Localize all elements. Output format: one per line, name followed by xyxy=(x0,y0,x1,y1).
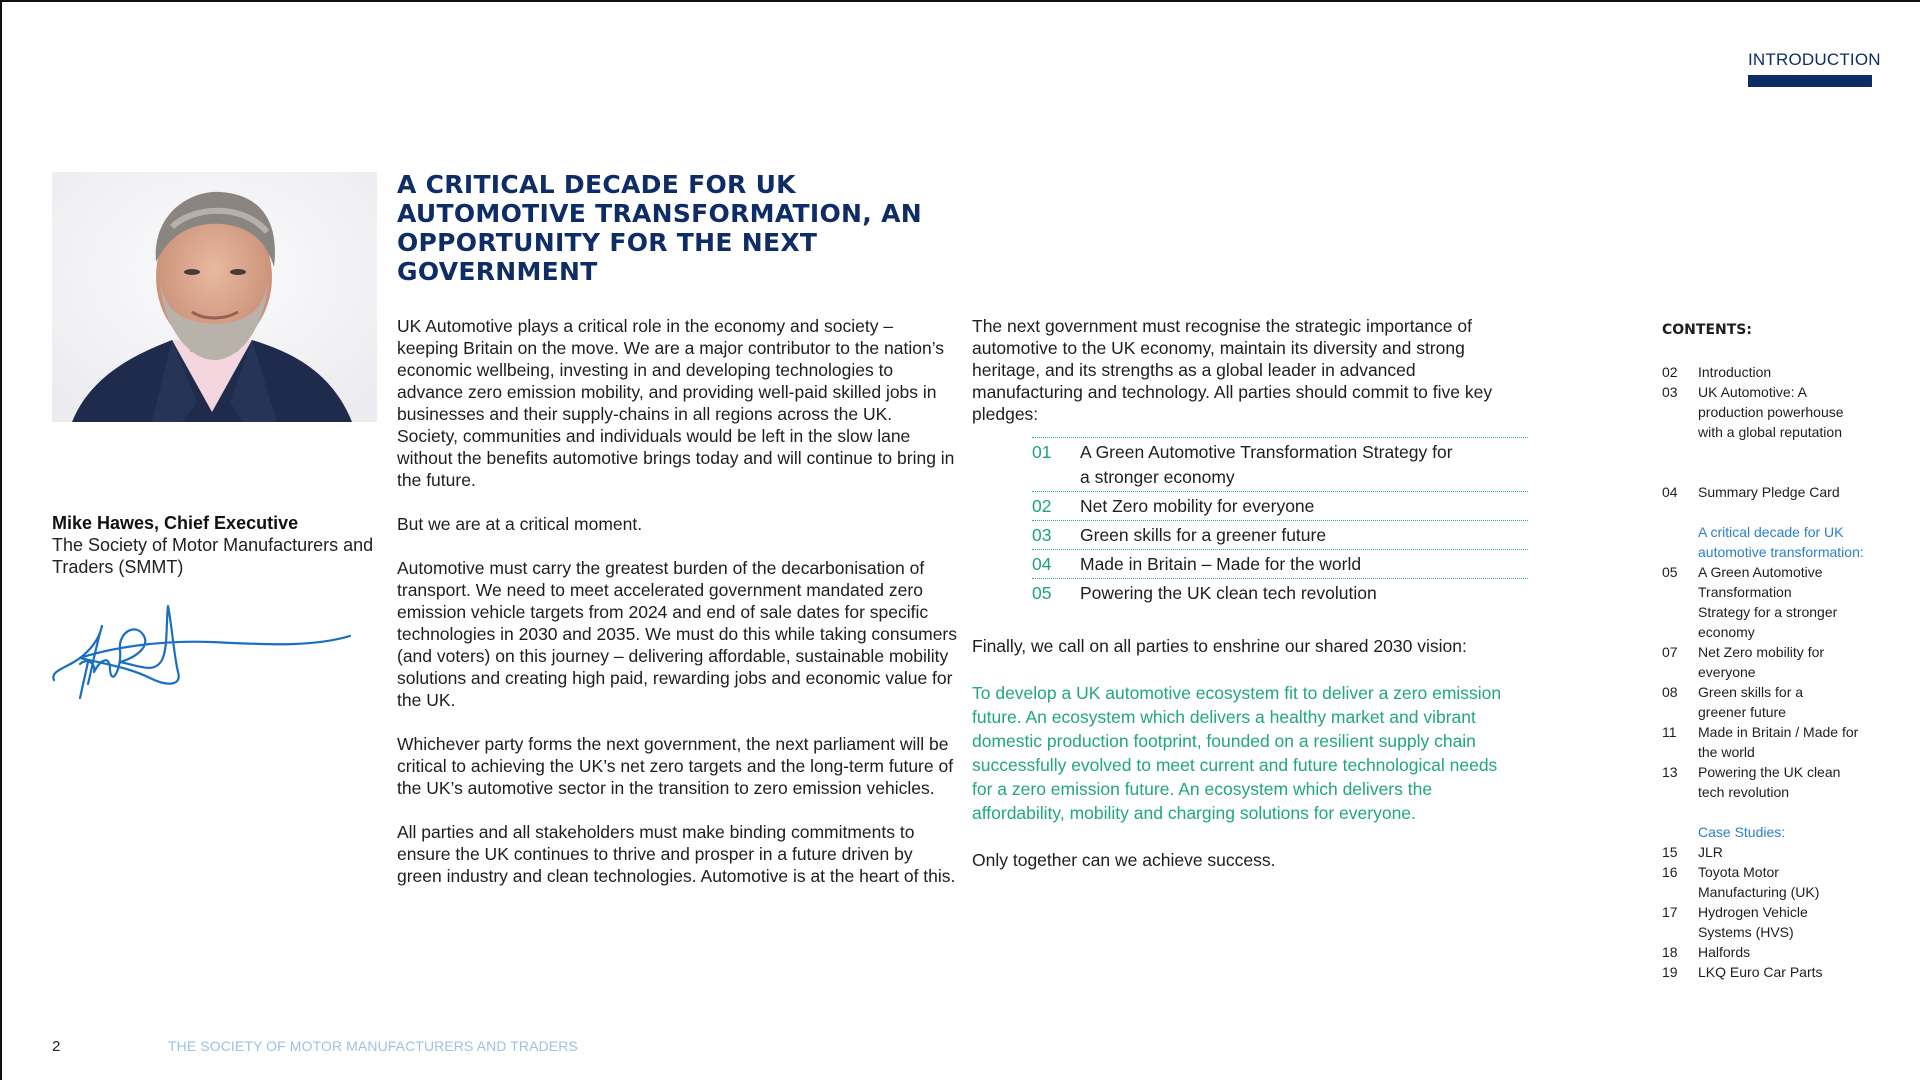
contents-heading: CONTENTS: xyxy=(1662,322,1752,338)
toc-item[interactable] xyxy=(1662,362,1902,382)
pledge-number: 01 xyxy=(1032,442,1052,462)
toc-page-number: 17 xyxy=(1662,904,1678,920)
toc-item[interactable] xyxy=(1662,862,1902,902)
pledge-number: 02 xyxy=(1032,496,1052,516)
spacer xyxy=(1662,802,1902,822)
section-tab[interactable] xyxy=(1748,50,1881,87)
section-tab-bar xyxy=(1748,75,1872,87)
toc-page-number: 03 xyxy=(1662,384,1678,400)
author-name: Mike Hawes, Chief Executive xyxy=(52,513,299,533)
toc-item[interactable] xyxy=(1662,962,1902,982)
toc-label: Net Zero mobility for everyone xyxy=(1698,644,1825,680)
paragraph: But we are at a critical moment. xyxy=(397,514,643,534)
footer-organisation: THE SOCIETY OF MOTOR MANUFACTURERS AND TRADERS xyxy=(168,1038,578,1054)
toc-item[interactable] xyxy=(1662,842,1902,862)
pledge-text: Made in Britain – Made for the world xyxy=(1080,554,1362,574)
toc-page-number: 07 xyxy=(1662,644,1678,660)
pledges-intro: The next government must recognise the strategic importance of automotive to the UK economy, maintain its diversity and strong heritage, and its strengths as a global leader in advanced manufacturing and technology. All parties should commit to five key pledges: xyxy=(972,316,1493,424)
pledge-item xyxy=(1032,579,1528,607)
toc-page-number: 19 xyxy=(1662,964,1678,980)
toc-label: LKQ Euro Car Parts xyxy=(1698,964,1823,980)
spacer xyxy=(1662,502,1902,522)
toc-page-number: 04 xyxy=(1662,484,1678,500)
vision-statement: To develop a UK automotive ecosystem fit to deliver a zero emission future. An ecosystem which delivers a healthy market and vibrant domestic production footprint, founded on a resilient supply chain successfully evolved to meet current and future technological needs for a zero emission future. An ecosystem which delivers the affordability, mobility and charging solutions for everyone. xyxy=(972,683,1502,823)
table-of-contents xyxy=(1662,320,1902,982)
body-column-1 xyxy=(397,315,957,909)
toc-label: A Green Automotive Transformation Strategy for a stronger economy xyxy=(1698,564,1838,640)
pledge-list xyxy=(1032,437,1528,607)
toc-item[interactable] xyxy=(1662,762,1902,802)
toc-label: Halfords xyxy=(1698,944,1751,960)
toc-item[interactable] xyxy=(1662,902,1902,942)
toc-page-number: 18 xyxy=(1662,944,1678,960)
pledge-number: 05 xyxy=(1032,583,1052,603)
pledge-text: Green skills for a greener future xyxy=(1080,525,1327,545)
toc-page-number: 08 xyxy=(1662,684,1678,700)
pledge-number: 03 xyxy=(1032,525,1052,545)
pledge-text: A Green Automotive Transformation Strategy for a stronger economy xyxy=(1080,442,1453,487)
toc-label: Toyota Motor Manufacturing (UK) xyxy=(1698,864,1820,900)
toc-item[interactable] xyxy=(1662,642,1902,682)
toc-item[interactable] xyxy=(1662,382,1902,442)
toc-subheading: A critical decade for UK automotive transformation: xyxy=(1698,524,1864,560)
author-organisation: The Society of Motor Manufacturers and Traders (SMMT) xyxy=(52,535,374,577)
toc-item[interactable] xyxy=(1662,562,1902,642)
signature-icon xyxy=(50,602,360,702)
paragraph: Automotive must carry the greatest burden of the decarbonisation of transport. We need to meet accelerated government mandated zero emission vehicle targets from 2024 and end of sale dates for specific technologies in 2030 and 2035. We must do this while taking consumers (and voters) on this journey – delivering affordable, sustainable mobility solutions and creating high paid, rewarding jobs and economic value for the UK. xyxy=(397,558,958,710)
toc-item[interactable] xyxy=(1662,942,1902,962)
section-tab-label: INTRODUCTION xyxy=(1748,50,1881,69)
pledge-item xyxy=(1032,550,1528,579)
pledge-item xyxy=(1032,438,1528,492)
toc-label: Hydrogen Vehicle Systems (HVS) xyxy=(1698,904,1808,940)
toc-page-number: 16 xyxy=(1662,864,1678,880)
spacer xyxy=(1662,442,1902,482)
paragraph: Whichever party forms the next government, the next parliament will be critical to achieving the UK’s net zero targets and the long-term future of the UK’s automotive sector in the transition to zero emission vehicles. xyxy=(397,734,954,798)
toc-label: UK Automotive: A production powerhouse with a global reputation xyxy=(1698,384,1844,440)
paragraph: All parties and all stakeholders must make binding commitments to ensure the UK continues to thrive and prosper in a future driven by green industry and clean technologies. Automotive is at the heart of this. xyxy=(397,822,956,886)
toc-page-number: 05 xyxy=(1662,564,1678,580)
toc-subheading: Case Studies: xyxy=(1698,824,1786,840)
call-to-action: Finally, we call on all parties to enshrine our shared 2030 vision: xyxy=(972,636,1467,656)
toc-label: Introduction xyxy=(1698,364,1772,380)
toc-page-number: 13 xyxy=(1662,764,1678,780)
page-title: A CRITICAL DECADE FOR UK AUTOMOTIVE TRANSFORMATION, AN OPPORTUNITY FOR THE NEXT GOVERNMENT xyxy=(397,170,922,286)
pledge-number: 04 xyxy=(1032,554,1052,574)
pledge-text: Net Zero mobility for everyone xyxy=(1080,496,1315,516)
portrait-image xyxy=(52,172,377,422)
toc-page-number: 02 xyxy=(1662,364,1678,380)
toc-label: Green skills for a greener future xyxy=(1698,684,1804,720)
closing-line: Only together can we achieve success. xyxy=(972,850,1276,870)
toc-item[interactable] xyxy=(1662,722,1902,762)
paragraph: UK Automotive plays a critical role in the economy and society – keeping Britain on the move. We are a major contributor to the nation’s economic wellbeing, investing in and developing technologies to advance zero emission mobility, and providing well-paid skilled jobs in businesses and their supply-chains in all regions across the UK. Society, communities and individuals would be left in the slow lane without the benefits automotive brings today and will continue to bring in the future. xyxy=(397,316,955,490)
toc-label: Powering the UK clean tech revolution xyxy=(1698,764,1841,800)
author-caption xyxy=(52,512,382,578)
pledge-item xyxy=(1032,521,1528,550)
toc-item[interactable] xyxy=(1662,682,1902,722)
toc-page-number: 11 xyxy=(1662,724,1677,740)
portrait-photo xyxy=(52,172,377,422)
pledge-text: Powering the UK clean tech revolution xyxy=(1080,583,1377,603)
toc-label: Made in Britain / Made for the world xyxy=(1698,724,1859,760)
body-column-2 xyxy=(972,315,1512,893)
page-number: 2 xyxy=(52,1038,61,1055)
toc-label: JLR xyxy=(1698,844,1723,860)
toc-item[interactable] xyxy=(1662,482,1902,502)
toc-page-number: 15 xyxy=(1662,844,1678,860)
pledge-item xyxy=(1032,492,1528,521)
toc-label: Summary Pledge Card xyxy=(1698,484,1840,500)
